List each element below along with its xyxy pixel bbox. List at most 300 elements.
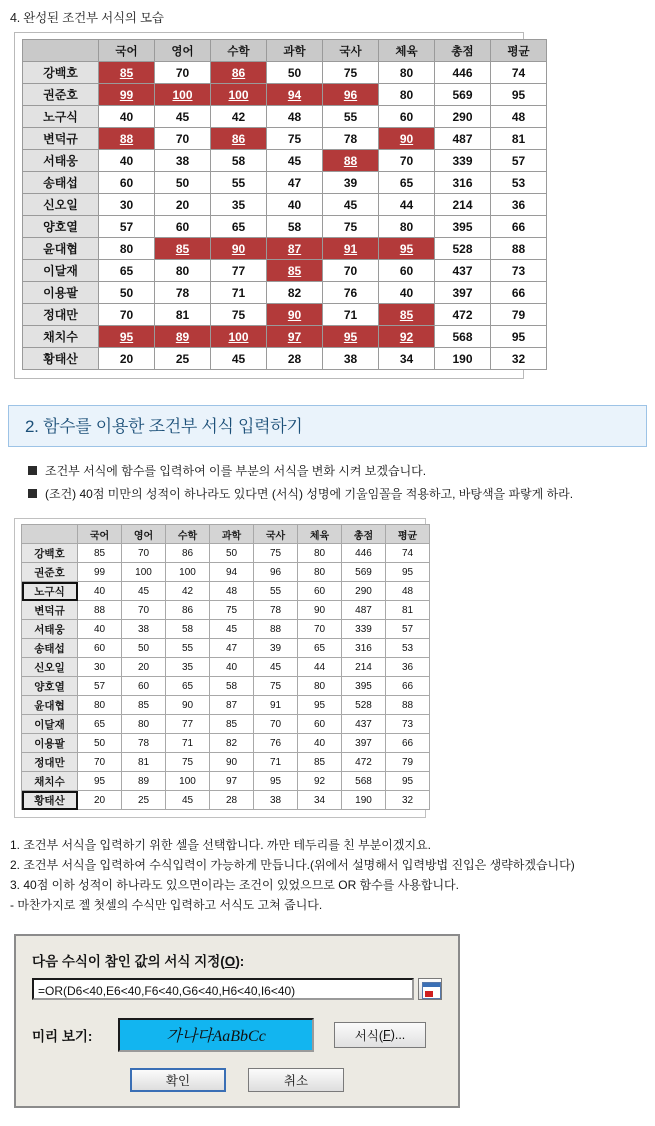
student-name-cell: 서태웅 [22,620,78,639]
table-body [23,62,547,370]
score-cell: 38 [323,348,379,370]
score-cell: 97 [210,772,254,791]
score-cell: 48 [491,106,547,128]
score-cell: 339 [342,620,386,639]
score-cell: 38 [254,791,298,810]
score-cell: 65 [379,172,435,194]
score-cell: 45 [166,791,210,810]
score-cell: 20 [155,194,211,216]
list-item [28,463,655,479]
score-cell: 45 [155,106,211,128]
score-cell: 82 [267,282,323,304]
score-cell: 50 [155,172,211,194]
score-cell: 40 [78,620,122,639]
preview-box [118,1018,314,1052]
score-cell: 81 [386,601,430,620]
column-header-평균: 평균 [491,40,547,62]
table-row [22,715,430,734]
score-cell: 88 [254,620,298,639]
score-cell: 47 [210,639,254,658]
score-cell: 40 [78,582,122,601]
note-line: - 마찬가지로 젤 첫셀의 수식만 입력하고 서식도 고쳐 줍니다. [10,897,323,912]
score-cell: 290 [435,106,491,128]
score-cell: 79 [491,304,547,326]
score-cell: 65 [99,260,155,282]
score-cell: 528 [342,696,386,715]
score-cell: 77 [211,260,267,282]
table-row [22,639,430,658]
score-cell: 71 [323,304,379,326]
score-cell: 79 [386,753,430,772]
score-cell: 75 [254,677,298,696]
score-cell: 316 [435,172,491,194]
score-cell-highlighted: 88 [99,128,155,150]
score-cell: 78 [323,128,379,150]
table-row [23,62,547,84]
score-cell: 70 [78,753,122,772]
score-cell: 95 [386,563,430,582]
student-name-cell: 채치수 [23,326,99,348]
score-cell: 70 [122,601,166,620]
score-cell: 95 [298,696,342,715]
score-cell: 58 [211,150,267,172]
score-cell-highlighted: 99 [99,84,155,106]
score-cell: 66 [491,282,547,304]
column-header-과학: 과학 [210,525,254,544]
score-cell: 88 [78,601,122,620]
preview-sample-text: 가나다AaBbCc [166,1028,266,1046]
student-name-cell: 노구식 [22,582,78,601]
formula-label-pre: 다음 수식이 참인 값의 서식 지정( [32,953,225,969]
score-cell: 86 [166,601,210,620]
conditional-format-result-table [22,39,547,370]
score-cell-highlighted: 85 [267,260,323,282]
score-cell: 75 [323,216,379,238]
score-cell: 95 [386,772,430,791]
table-row [23,326,547,348]
score-cell: 38 [122,620,166,639]
score-cell: 66 [491,216,547,238]
score-cell: 75 [267,128,323,150]
score-cell: 190 [342,791,386,810]
score-cell: 78 [122,734,166,753]
column-header-체육: 체육 [379,40,435,62]
score-cell: 70 [254,715,298,734]
bullet-text: (조건) 40점 미만의 성적이 하나라도 있다면 (서식) 성명에 기울임꼴을 적용하고, 바탕색을 파랗게 하라. [45,487,574,502]
score-cell: 74 [386,544,430,563]
score-cell: 100 [166,563,210,582]
student-name-cell: 권준호 [23,84,99,106]
score-cell: 25 [155,348,211,370]
score-cell-highlighted: 85 [155,238,211,260]
score-cell: 70 [155,128,211,150]
score-cell: 70 [155,62,211,84]
score-cell: 50 [99,282,155,304]
score-cell: 40 [267,194,323,216]
student-name-cell: 송태섭 [22,639,78,658]
score-cell: 100 [122,563,166,582]
score-cell: 73 [491,260,547,282]
score-cell: 42 [166,582,210,601]
score-cell-highlighted: 88 [323,150,379,172]
table-row [23,304,547,326]
section2-bullet-list [28,463,655,502]
score-cell: 88 [491,238,547,260]
table-row [22,582,430,601]
score-cell: 45 [122,582,166,601]
score-cell: 58 [210,677,254,696]
table-row [23,172,547,194]
section2-table-container [14,518,426,818]
score-cell: 70 [122,544,166,563]
table-row [23,84,547,106]
score-cell: 65 [78,715,122,734]
table-corner-cell [23,40,99,62]
score-cell: 60 [78,639,122,658]
score-cell: 80 [379,84,435,106]
table-row [22,772,430,791]
square-bullet-icon [28,489,37,498]
column-header-영어: 영어 [155,40,211,62]
score-cell: 38 [155,150,211,172]
student-name-cell: 강백호 [23,62,99,84]
score-cell: 57 [78,677,122,696]
student-name-cell: 정대만 [23,304,99,326]
score-cell: 214 [342,658,386,677]
score-cell: 65 [298,639,342,658]
score-cell: 568 [435,326,491,348]
score-cell: 95 [78,772,122,791]
score-cell: 39 [254,639,298,658]
score-cell: 30 [78,658,122,677]
score-cell: 395 [342,677,386,696]
student-name-cell: 양호열 [22,677,78,696]
score-cell: 53 [491,172,547,194]
score-cell: 437 [435,260,491,282]
formula-row [32,978,442,1000]
range-select-glyph [422,982,441,999]
score-cell-highlighted: 90 [379,128,435,150]
formula-label-post: ): [235,953,245,969]
table-body [22,544,430,810]
score-cell: 80 [122,715,166,734]
score-cell: 55 [166,639,210,658]
preview-label: 미리 보기: [32,1028,93,1044]
section1-caption: 4. 완성된 조건부 서식의 모습 [10,11,164,25]
table-row [23,238,547,260]
score-cell: 55 [254,582,298,601]
table-row [23,150,547,172]
score-cell: 45 [254,658,298,677]
ok-button[interactable]: 확인 [130,1068,226,1092]
score-cell-highlighted: 90 [211,238,267,260]
range-select-icon[interactable] [418,978,442,1000]
student-name-cell: 윤대협 [23,238,99,260]
score-cell: 80 [155,260,211,282]
score-cell: 32 [386,791,430,810]
score-cell: 92 [298,772,342,791]
score-cell: 40 [99,150,155,172]
score-cell: 472 [342,753,386,772]
score-cell: 94 [210,563,254,582]
score-cell: 90 [166,696,210,715]
score-cell: 57 [491,150,547,172]
bottom-spacer [0,1108,655,1126]
score-cell-highlighted: 97 [267,326,323,348]
score-cell: 48 [210,582,254,601]
score-data-table [21,524,430,810]
score-cell: 40 [99,106,155,128]
score-cell-highlighted: 95 [99,326,155,348]
score-cell: 70 [298,620,342,639]
score-cell: 20 [122,658,166,677]
score-cell: 60 [379,260,435,282]
score-cell: 28 [210,791,254,810]
section2-notes [10,836,655,915]
score-cell: 65 [211,216,267,238]
score-cell: 487 [342,601,386,620]
score-cell: 60 [99,172,155,194]
score-cell-highlighted: 95 [323,326,379,348]
note-line: 2. 조건부 서식을 입력하여 수식입력이 가능하게 만듭니다.(위에서 설명해서 입력방법 진입은 생략하겠습니다) [10,858,575,873]
score-cell-highlighted: 100 [155,84,211,106]
score-cell: 42 [211,106,267,128]
score-cell: 44 [379,194,435,216]
dialog-button-bar [32,1068,442,1092]
score-cell: 89 [122,772,166,791]
section2-heading: 2. 함수를 이용한 조건부 서식 입력하기 [8,405,647,447]
table-row [22,620,430,639]
score-cell: 290 [342,582,386,601]
score-cell: 88 [386,696,430,715]
list-item [28,486,655,502]
table-row [22,696,430,715]
format-button-post: )... [390,1027,406,1042]
score-cell: 45 [210,620,254,639]
student-name-cell: 이용팔 [23,282,99,304]
score-cell: 71 [254,753,298,772]
score-cell: 82 [210,734,254,753]
score-cell: 32 [491,348,547,370]
score-cell: 77 [166,715,210,734]
formula-label-accesskey: O [224,953,236,969]
student-name-cell: 노구식 [23,106,99,128]
student-name-cell: 황태산 [23,348,99,370]
student-name-cell: 송태섭 [23,172,99,194]
student-name-cell: 서태웅 [23,150,99,172]
student-name-cell: 양호열 [23,216,99,238]
column-header-총점: 총점 [435,40,491,62]
table-row [23,106,547,128]
score-cell: 40 [210,658,254,677]
score-cell: 70 [323,260,379,282]
note-line: 1. 조건부 서식을 입력하기 위한 셀을 선택합니다. 까만 테두리를 친 부분이겠지요. [10,838,431,853]
table-header-row [23,40,547,62]
column-header-체육: 체육 [298,525,342,544]
score-cell: 100 [166,772,210,791]
student-name-cell: 변덕규 [22,601,78,620]
score-cell: 75 [254,544,298,563]
student-name-cell: 신오일 [23,194,99,216]
score-cell: 40 [298,734,342,753]
score-cell: 397 [342,734,386,753]
score-cell: 50 [210,544,254,563]
note-line: 3. 40점 이하 성적이 하나라도 있으면이라는 조건이 있었으므로 OR 함수를 사용합니다. [10,877,459,892]
formula-input[interactable]: =OR(D6<40,E6<40,F6<40,G6<40,H6<40,I6<40) [32,978,414,1000]
score-cell: 90 [210,753,254,772]
score-cell: 569 [435,84,491,106]
score-cell: 99 [78,563,122,582]
score-cell: 472 [435,304,491,326]
table-row [22,753,430,772]
square-bullet-icon [28,466,37,475]
score-cell: 57 [386,620,430,639]
score-cell: 80 [379,62,435,84]
preview-row [32,1018,442,1052]
table-row [23,216,547,238]
score-cell: 95 [491,84,547,106]
score-cell: 40 [379,282,435,304]
score-cell-highlighted: 87 [267,238,323,260]
formula-field-label [32,950,442,970]
score-cell: 48 [267,106,323,128]
score-cell-highlighted: 94 [267,84,323,106]
table-header-row [22,525,430,544]
score-cell: 55 [211,172,267,194]
score-cell: 487 [435,128,491,150]
table-row [23,260,547,282]
score-cell: 47 [267,172,323,194]
score-cell: 446 [435,62,491,84]
score-cell: 80 [379,216,435,238]
table-row [23,348,547,370]
table-row [22,677,430,696]
score-cell: 45 [211,348,267,370]
score-cell: 60 [155,216,211,238]
score-cell: 81 [122,753,166,772]
score-cell: 60 [298,582,342,601]
format-button[interactable] [334,1022,426,1048]
score-cell: 87 [210,696,254,715]
student-name-cell: 정대만 [22,753,78,772]
score-cell: 96 [254,563,298,582]
score-cell: 36 [386,658,430,677]
score-cell: 34 [379,348,435,370]
score-cell: 81 [155,304,211,326]
score-cell: 85 [210,715,254,734]
table-row [23,194,547,216]
score-cell: 65 [166,677,210,696]
column-header-총점: 총점 [342,525,386,544]
table-corner-cell [22,525,78,544]
score-cell: 75 [166,753,210,772]
section1-table-container [14,32,530,379]
student-name-cell: 이용팔 [22,734,78,753]
score-cell: 568 [342,772,386,791]
score-cell: 50 [122,639,166,658]
score-cell: 76 [254,734,298,753]
conditional-format-dialog [14,934,460,1108]
score-cell-highlighted: 92 [379,326,435,348]
score-cell: 78 [254,601,298,620]
score-cell-highlighted: 96 [323,84,379,106]
score-cell: 80 [298,563,342,582]
score-cell: 75 [323,62,379,84]
score-cell: 60 [379,106,435,128]
score-cell: 71 [211,282,267,304]
score-cell: 50 [78,734,122,753]
format-button-pre: 서식( [354,1028,384,1043]
score-cell: 60 [298,715,342,734]
score-cell: 78 [155,282,211,304]
table-row [22,791,430,810]
table-row [22,734,430,753]
score-cell: 36 [491,194,547,216]
score-cell: 45 [323,194,379,216]
score-cell: 339 [435,150,491,172]
score-cell: 85 [122,696,166,715]
student-name-cell: 윤대협 [22,696,78,715]
column-header-국어: 국어 [99,40,155,62]
score-cell: 437 [342,715,386,734]
column-header-과학: 과학 [267,40,323,62]
score-cell: 35 [166,658,210,677]
score-cell: 80 [99,238,155,260]
document-page [0,8,655,1126]
score-cell: 91 [254,696,298,715]
score-cell-highlighted: 89 [155,326,211,348]
column-header-국어: 국어 [78,525,122,544]
score-cell-highlighted: 90 [267,304,323,326]
score-cell: 74 [491,62,547,84]
table-row [23,128,547,150]
score-cell: 55 [323,106,379,128]
student-name-cell: 강백호 [22,544,78,563]
score-cell: 70 [99,304,155,326]
column-header-평균: 평균 [386,525,430,544]
score-cell: 50 [267,62,323,84]
score-cell: 80 [298,544,342,563]
score-cell: 25 [122,791,166,810]
score-cell: 60 [122,677,166,696]
student-name-cell: 이달재 [22,715,78,734]
score-cell: 85 [78,544,122,563]
score-cell-highlighted: 100 [211,84,267,106]
score-cell: 48 [386,582,430,601]
format-button-accesskey: F [383,1027,391,1042]
score-cell: 75 [210,601,254,620]
score-cell: 85 [298,753,342,772]
score-cell: 75 [211,304,267,326]
cancel-button[interactable]: 취소 [248,1068,344,1092]
score-cell: 395 [435,216,491,238]
score-cell: 20 [99,348,155,370]
table-row [22,544,430,563]
column-header-영어: 영어 [122,525,166,544]
score-cell: 34 [298,791,342,810]
score-cell: 70 [379,150,435,172]
score-cell: 39 [323,172,379,194]
column-header-수학: 수학 [211,40,267,62]
student-name-cell: 권준호 [22,563,78,582]
score-cell: 20 [78,791,122,810]
student-name-cell: 신오일 [22,658,78,677]
score-cell: 57 [99,216,155,238]
score-cell: 81 [491,128,547,150]
score-cell: 316 [342,639,386,658]
score-cell: 66 [386,734,430,753]
score-cell-highlighted: 85 [379,304,435,326]
